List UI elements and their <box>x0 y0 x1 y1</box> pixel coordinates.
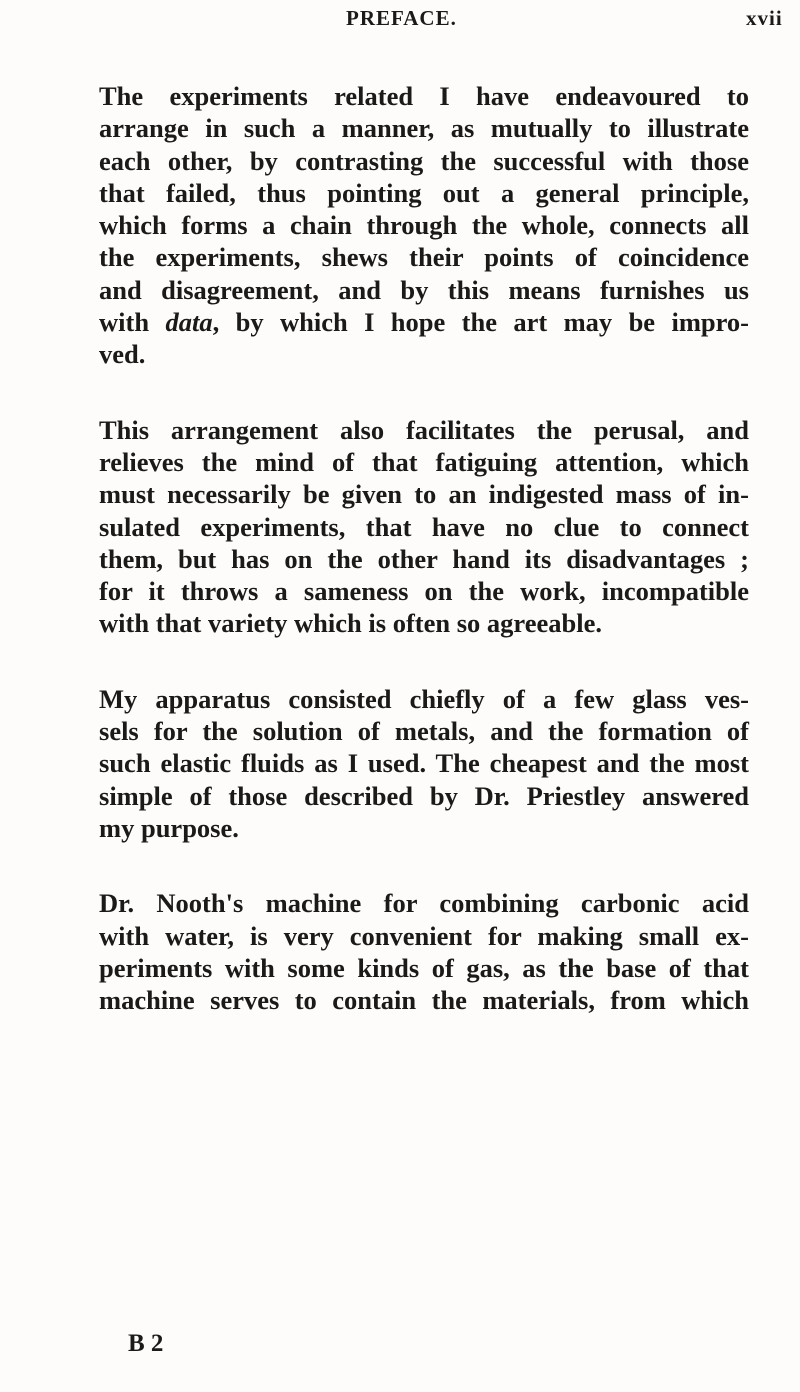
text-line: arrange in such a manner, as mutually to illustrate <box>99 113 749 144</box>
text-line: which forms a chain through the whole, connects all <box>99 210 749 241</box>
paragraph-experiments <box>99 80 749 371</box>
text-line: The experiments related I have endeavoured to <box>99 81 749 111</box>
text-line: My apparatus consisted chiefly of a few glass ves- <box>99 683 749 714</box>
text-line: my purpose. <box>99 812 239 843</box>
text-line: the experiments, shews their points of coincidence <box>99 242 749 273</box>
text-line: must necessarily be given to an indigested mass of in- <box>99 479 749 510</box>
paragraph-arrangement <box>99 414 749 640</box>
body-text <box>99 80 749 1016</box>
paragraph-gap <box>99 844 749 887</box>
text-line-with-italic: with data, by which I hope the art may be impro- <box>99 307 749 338</box>
paragraph-gap <box>99 640 749 683</box>
text-line: with water, is very convenient for making small ex- <box>99 920 749 951</box>
text-line: sulated experiments, that have no clue to connect <box>99 511 749 542</box>
paragraph-gap <box>99 371 749 414</box>
text-line: with that variety which is often so agreeable. <box>99 608 602 639</box>
text-line: and disagreement, and by this means furnishes us <box>99 274 749 305</box>
paragraph-nooth-machine <box>99 887 749 1016</box>
text-line: periments with some kinds of gas, as the base of that <box>99 952 749 983</box>
text-line: relieves the mind of that fatiguing attention, which <box>99 446 749 477</box>
text-line: such elastic fluids as I used. The cheapest and the most <box>99 748 749 779</box>
signature-mark: B 2 <box>128 1330 164 1357</box>
text-line: This arrangement also facilitates the perusal, and <box>99 414 749 445</box>
page-number: xvii <box>746 6 783 30</box>
text-line: simple of those described by Dr. Priestley answered <box>99 780 749 811</box>
running-head <box>0 4 800 38</box>
running-title: PREFACE. <box>346 6 457 30</box>
text-line: machine serves to contain the materials, from which <box>99 985 749 1016</box>
text-line: sels for the solution of metals, and the formation of <box>99 716 749 747</box>
text-line: for it throws a sameness on the work, incompatible <box>99 576 749 607</box>
text-line: each other, by contrasting the successful with those <box>99 145 749 176</box>
text-line: ved. <box>99 339 146 370</box>
text-line: that failed, thus pointing out a general principle, <box>99 177 749 208</box>
paragraph-apparatus <box>99 683 749 844</box>
italic-word: data <box>165 307 213 338</box>
text-line: them, but has on the other hand its disadvantages ; <box>99 543 749 574</box>
text-line: Dr. Nooth's machine for combining carbonic acid <box>99 888 749 919</box>
